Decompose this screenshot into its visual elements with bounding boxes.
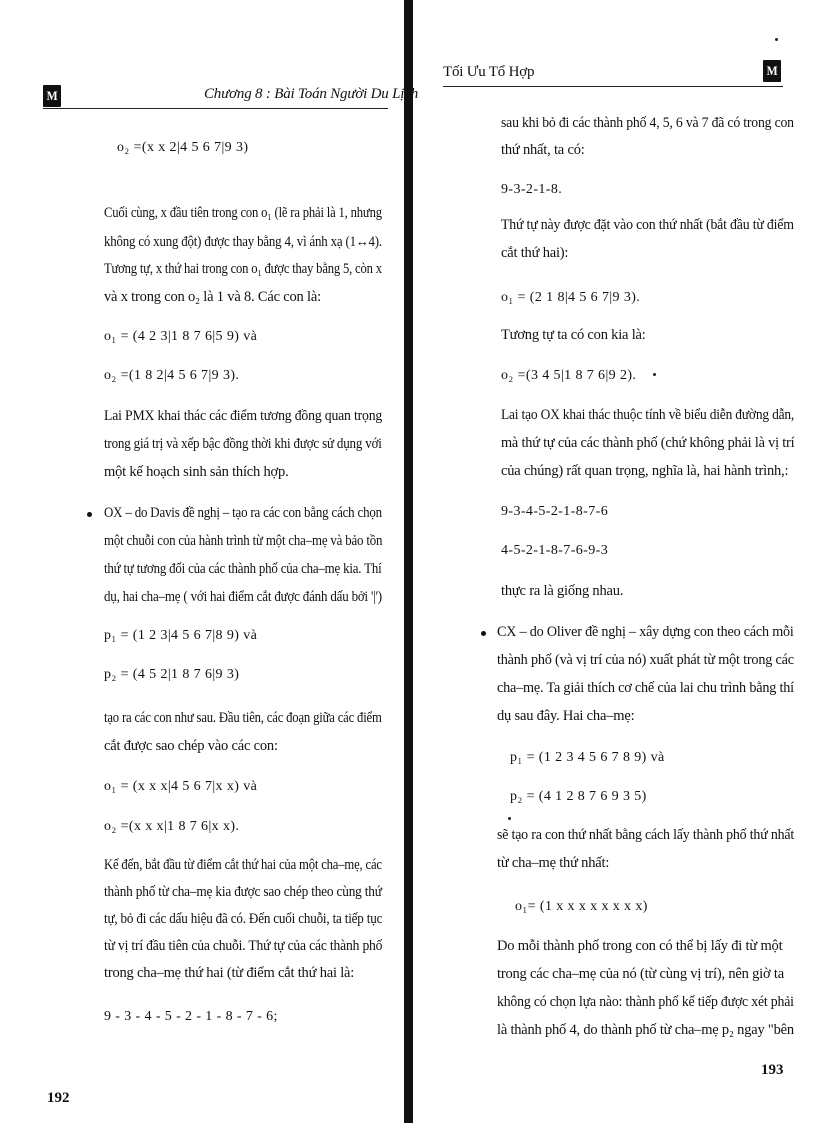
formula-line: o₂ =(3 4 5|1 8 7 6|9 2). bbox=[501, 368, 637, 383]
book-spine bbox=[404, 0, 413, 1123]
text-line: cắt thứ hai): bbox=[501, 245, 569, 261]
formula-line: o₁ = (x x x|4 5 6 7|x x) và bbox=[104, 779, 258, 794]
text-line: dụ, hai cha–mẹ ( với hai điểm cắt được đánh dấu bởi '|') bbox=[104, 589, 382, 605]
text-line: tạo ra các con như sau. Đầu tiên, các đoạn giữa các điểm bbox=[104, 710, 382, 726]
text-line: cắt được sao chép vào các con: bbox=[104, 738, 278, 754]
formula-line: 9 - 3 - 4 - 5 - 2 - 1 - 8 - 7 - 6; bbox=[104, 1009, 278, 1024]
text-line: thứ nhất, ta có: bbox=[501, 142, 585, 158]
speck-mark bbox=[775, 38, 778, 41]
text-line: thực ra là giống nhau. bbox=[501, 583, 624, 599]
formula-line: o₁= (1 x x x x x x x x) bbox=[515, 899, 648, 914]
text-line: không có xung đột) được thay bằng 4, vì ánh xạ (1↔4). bbox=[104, 234, 382, 250]
formula-line: p₂ = (4 1 2 8 7 6 9 3 5) bbox=[510, 789, 647, 804]
formula-line: o₂ =(x x 2|4 5 6 7|9 3) bbox=[117, 140, 249, 155]
formula-line: o₁ = (2 1 8|4 5 6 7|9 3). bbox=[501, 290, 641, 305]
text-line: và x trong con o₂ là 1 và 8. Các con là: bbox=[104, 289, 321, 305]
formula-line: 9-3-2-1-8. bbox=[501, 182, 563, 197]
text-line: từ vị trí đầu tiên của chuỗi. Thứ tự của các thành phố bbox=[104, 938, 383, 954]
text-line: mà thứ tự của các thành phố (chứ không phải là vị trí bbox=[501, 435, 795, 451]
header-rule bbox=[43, 108, 388, 109]
text-line: Thứ tự này được đặt vào con thứ nhất (bắt đầu từ điểm bbox=[501, 217, 794, 233]
text-line: OX – do Davis đề nghị – tạo ra các con bằng cách chọn bbox=[104, 505, 382, 521]
book-logo-icon: M bbox=[763, 60, 781, 82]
bullet-icon bbox=[87, 512, 92, 517]
formula-line: p₁ = (1 2 3|4 5 6 7|8 9) và bbox=[104, 628, 258, 643]
text-line: CX – do Oliver đề nghị – xây dựng con theo cách mỗi bbox=[497, 624, 794, 640]
book-logo-icon: M bbox=[43, 85, 61, 107]
text-line: không có chọn lựa nào: thành phố kế tiếp được xét phải bbox=[497, 994, 794, 1010]
text-line: trong các cha–mẹ của nó (từ cùng vị trí), nên giờ ta bbox=[497, 966, 784, 982]
text-line: Kế đến, bắt đầu từ điểm cắt thứ hai của một cha–mẹ, các bbox=[104, 857, 382, 873]
speck-mark bbox=[653, 373, 656, 376]
text-line: dụ sau đây. Hai cha–mẹ: bbox=[497, 708, 635, 724]
formula-line: 9-3-4-5-2-1-8-7-6 bbox=[501, 504, 609, 519]
text-line: Lai PMX khai thác các điểm tương đồng quan trọng bbox=[104, 408, 383, 424]
formula-line: p₂ = (4 5 2|1 8 7 6|9 3) bbox=[104, 667, 240, 682]
page-number: 193 bbox=[761, 1062, 784, 1078]
text-line: sẽ tạo ra con thứ nhất bằng cách lấy thành phố thứ nhất bbox=[497, 827, 795, 843]
page-header: Chương 8 : Bài Toán Người Du Lịch bbox=[204, 86, 418, 102]
text-line: Tương tự ta có con kia là: bbox=[501, 327, 646, 343]
text-line: một kế hoạch sinh sản thích hợp. bbox=[104, 464, 289, 480]
formula-line: 4-5-2-1-8-7-6-9-3 bbox=[501, 543, 609, 558]
bullet-icon bbox=[481, 631, 486, 636]
right-page bbox=[413, 0, 816, 1123]
text-line: thứ tự tương đối của các thành phố của cha–mẹ kia. Thí bbox=[104, 561, 382, 577]
page-header: Tối Ưu Tổ Hợp bbox=[443, 64, 535, 80]
formula-line: o₂ =(x x x|1 8 7 6|x x). bbox=[104, 819, 240, 834]
text-line: là thành phố 4, do thành phố từ cha–mẹ p₂ ngay "bên bbox=[497, 1022, 794, 1038]
text-line: cha–mẹ. Ta giải thích cơ chế của lai chu trình bằng thí bbox=[497, 680, 794, 696]
text-line: Lai tạo OX khai thác thuộc tính về biểu diễn đường dẫn, bbox=[501, 407, 795, 423]
formula-line: o₁ = (4 2 3|1 8 7 6|5 9) và bbox=[104, 329, 258, 344]
formula-line: o₂ =(1 8 2|4 5 6 7|9 3). bbox=[104, 368, 240, 383]
text-line: trong giá trị và xếp bậc đồng thời khi được sử dụng với bbox=[104, 436, 382, 452]
text-line: từ cha–mẹ thứ nhất: bbox=[497, 855, 610, 871]
text-line: sau khi bỏ đi các thành phố 4, 5, 6 và 7 đã có trong con bbox=[501, 115, 794, 131]
page-number: 192 bbox=[47, 1090, 70, 1106]
text-line: Cuối cùng, x đầu tiên trong con o₁ (lẽ ra phải là 1, nhưng bbox=[104, 205, 382, 221]
text-line: của chúng) rất quan trọng, nghĩa là, hai hành trình,: bbox=[501, 463, 789, 479]
text-line: một chuỗi con của hành trình từ một cha–mẹ và bảo tồn bbox=[104, 533, 383, 549]
text-line: trong cha–mẹ thứ hai (từ điểm cắt thứ hai là: bbox=[104, 965, 355, 981]
header-rule bbox=[443, 86, 783, 87]
text-line: thành phố (và vị trí của nó) xuất phát từ một trong các bbox=[497, 652, 794, 668]
speck-mark bbox=[508, 817, 511, 820]
text-line: tự, bỏ đi các dấu hiệu đã có. Đến cuối chuỗi, ta tiếp tục bbox=[104, 911, 383, 927]
text-line: Tương tự, x thứ hai trong con o₁ được thay bằng 5, còn x bbox=[104, 261, 382, 277]
text-line: thành phố từ cha–mẹ kia được sao chép theo cùng thứ bbox=[104, 884, 382, 900]
text-line: Do mỗi thành phố trong con có thể bị lấy đi từ một bbox=[497, 938, 783, 954]
formula-line: p₁ = (1 2 3 4 5 6 7 8 9) và bbox=[510, 750, 665, 765]
